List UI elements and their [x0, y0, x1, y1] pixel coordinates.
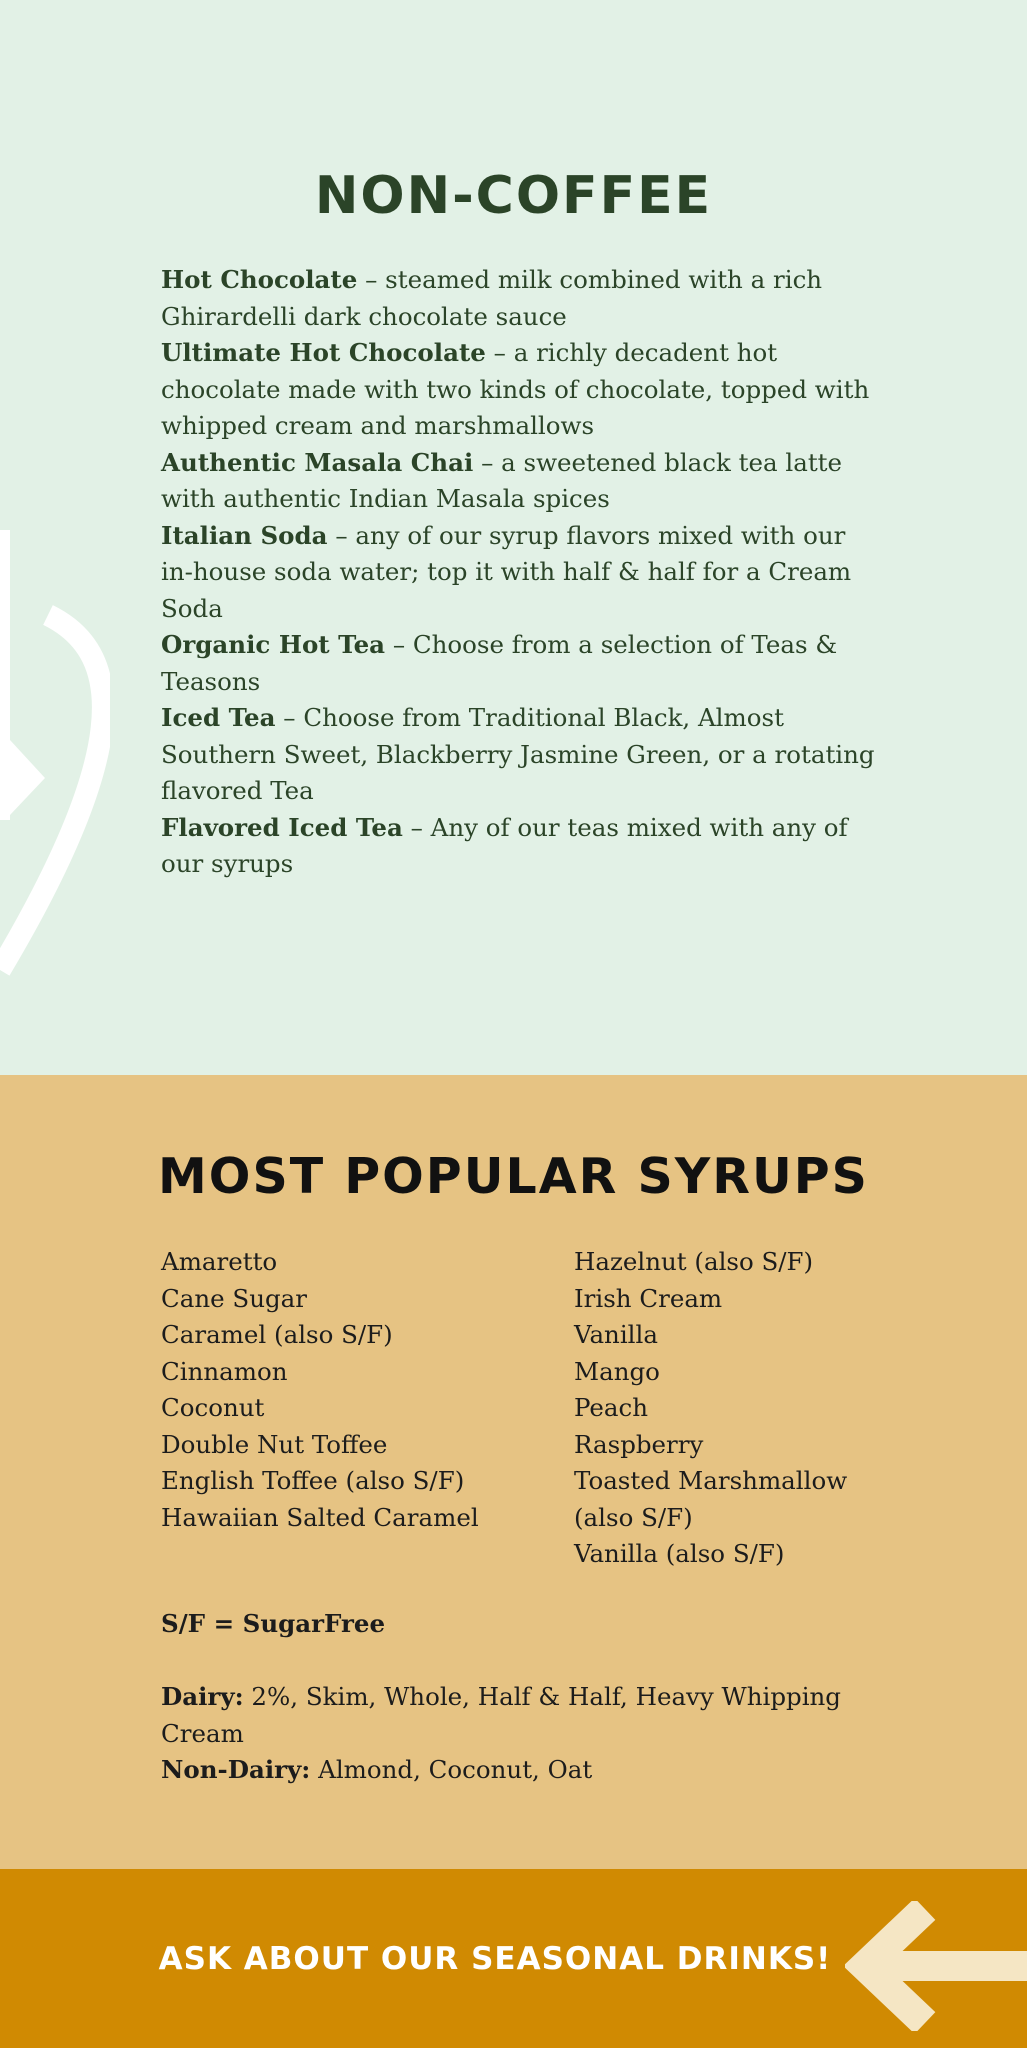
- drink-name: Authentic Masala Chai: [161, 447, 474, 477]
- drink-item: [161, 700, 881, 810]
- drink-description: – Any of our teas mixed with any of our syrups: [161, 812, 848, 878]
- syrup-item: Toasted Marshmallow (also S/F): [574, 1466, 848, 1532]
- syrup-item: Double Nut Toffee: [161, 1429, 388, 1459]
- syrup-item: Cinnamon: [161, 1356, 288, 1386]
- syrup-item: Mango: [574, 1356, 660, 1386]
- drink-item: [161, 518, 881, 628]
- drink-name: Flavored Iced Tea: [161, 812, 403, 842]
- decorative-swirl-icon: [0, 530, 110, 990]
- dairy-values: 2%, Skim, Whole, Half & Half, Heavy Whipping Cream: [161, 1682, 841, 1748]
- drink-item: [161, 627, 881, 700]
- non-coffee-title: NON-COFFEE: [314, 166, 713, 226]
- syrup-item: Irish Cream: [574, 1283, 723, 1313]
- syrups-title: MOST POPULAR SYRUPS: [158, 1148, 869, 1205]
- non-dairy-values: Almond, Coconut, Oat: [310, 1755, 593, 1784]
- drink-item: [161, 810, 881, 883]
- drink-name: Organic Hot Tea: [161, 630, 386, 659]
- drink-description: – Choose from Traditional Black, Almost Southern Sweet, Blackberry Jasmine Green, or a rotating flavored Tea: [161, 703, 875, 805]
- drink-name: Ultimate Hot Chocolate: [161, 338, 486, 367]
- drink-description: – a sweetened black tea latte with authentic Indian Masala spices: [161, 447, 843, 513]
- arrow-left-icon: [845, 1901, 1027, 2031]
- drink-item: [161, 262, 881, 335]
- seasonal-banner: [0, 1869, 1027, 2048]
- drink-list: [161, 262, 881, 883]
- syrup-item: Cane Sugar: [161, 1283, 307, 1313]
- dairy-label: Dairy:: [161, 1682, 244, 1711]
- syrups-section: [0, 1075, 1027, 1869]
- drink-description: – any of our syrup flavors mixed with our in-house soda water; top it with half & half for a Cream Soda: [161, 520, 852, 623]
- syrup-item: Hazelnut (also S/F): [574, 1247, 814, 1276]
- drink-name: Iced Tea: [161, 703, 276, 732]
- syrup-list-left: [161, 1244, 551, 1536]
- milk-options: [161, 1679, 861, 1789]
- syrup-item: Caramel (also S/F): [161, 1320, 393, 1349]
- syrup-item: English Toffee (also S/F): [161, 1466, 465, 1495]
- drink-item: [161, 335, 881, 445]
- syrup-item: Coconut: [161, 1393, 265, 1422]
- seasonal-banner-text: ASK ABOUT OUR SEASONAL DRINKS!: [158, 1940, 832, 1977]
- syrup-item: Amaretto: [161, 1247, 278, 1276]
- syrup-item: Peach: [574, 1393, 648, 1422]
- drink-description: – a richly decadent hot chocolate made with two kinds of chocolate, topped with whipped cream and marshmallows: [161, 338, 870, 440]
- drink-description: – steamed milk combined with a rich Ghirardelli dark chocolate sauce: [161, 265, 823, 331]
- syrup-item: Vanilla: [574, 1320, 658, 1349]
- syrup-list-right: [574, 1244, 894, 1573]
- drink-name: Hot Chocolate: [161, 265, 358, 294]
- syrup-item: Hawaiian Salted Caramel: [161, 1502, 479, 1532]
- non-dairy-label: Non-Dairy:: [161, 1755, 311, 1784]
- syrup-item: Raspberry: [574, 1429, 704, 1459]
- sugar-free-note: S/F = SugarFree: [161, 1609, 386, 1638]
- drink-item: [161, 445, 881, 518]
- drink-name: Italian Soda: [161, 520, 328, 550]
- drink-description: – Choose from a selection of Teas & Teasons: [161, 630, 838, 696]
- syrup-item: Vanilla (also S/F): [574, 1539, 785, 1568]
